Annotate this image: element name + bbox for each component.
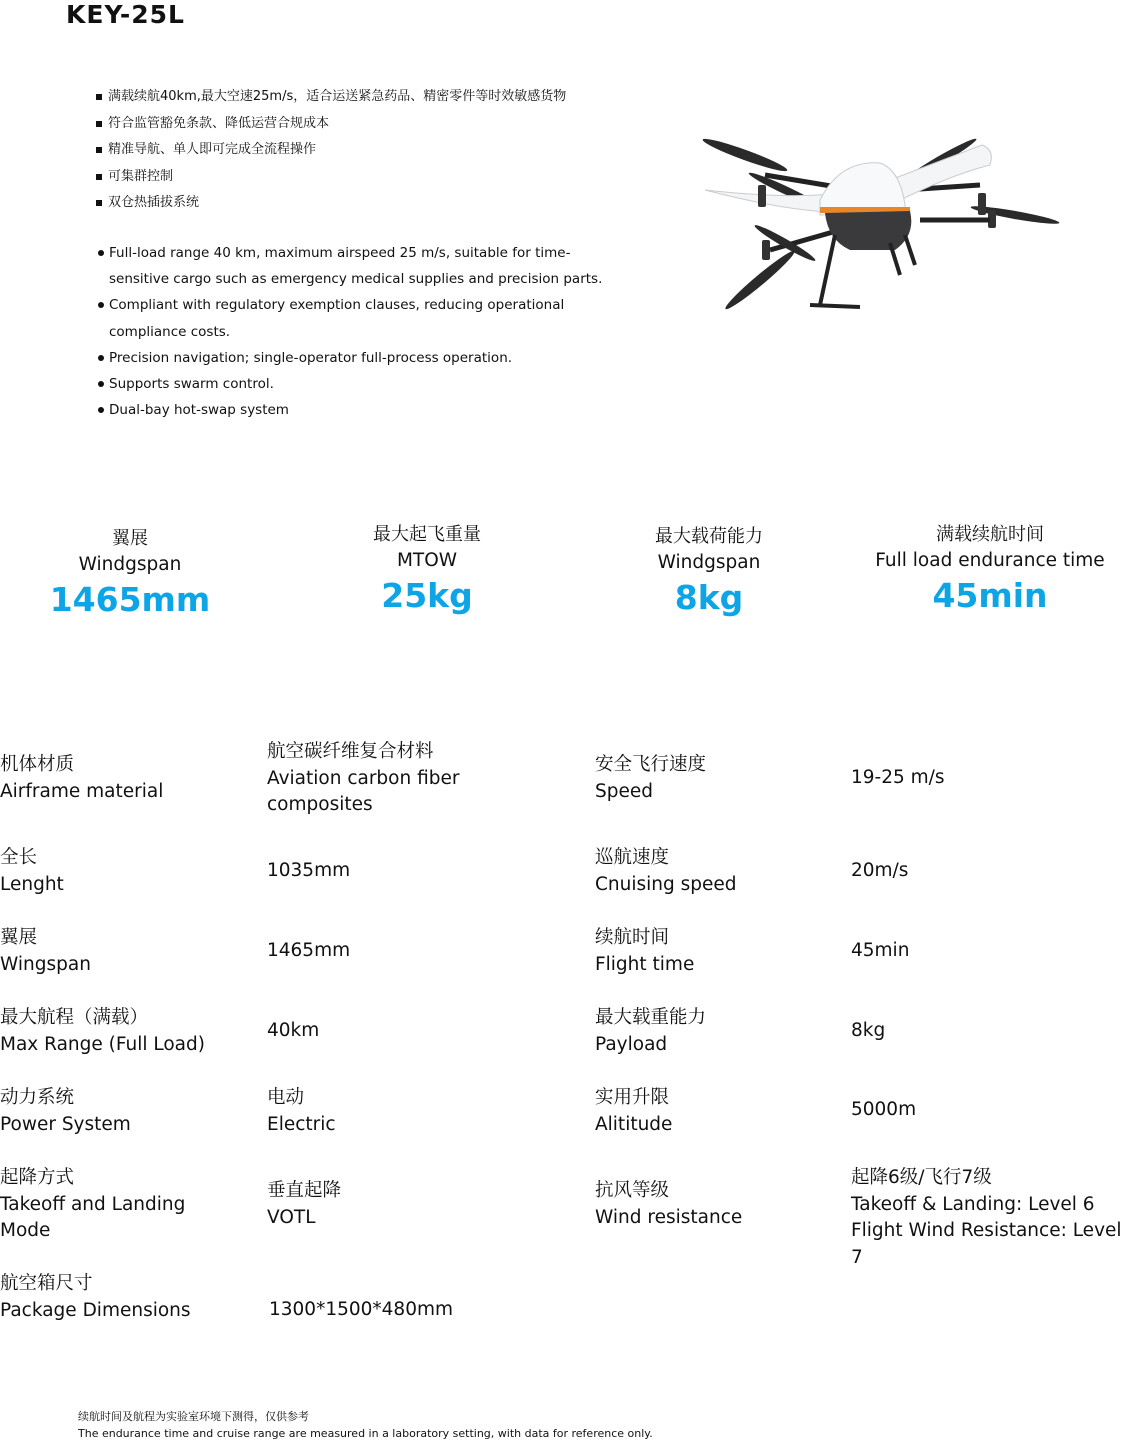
- spec-value-package: 1300*1500*480mm: [269, 1299, 454, 1320]
- spec-value-payload: 8kg: [851, 1020, 886, 1041]
- bullet-dot-icon: [98, 302, 104, 308]
- spec-label-payload: 最大载重能力 Payload: [595, 1007, 707, 1055]
- stat-label-cn: 最大载荷能力: [655, 526, 763, 547]
- stat-label-cn: 满载续航时间: [936, 524, 1044, 545]
- spec-value-max-range: 40km: [267, 1020, 320, 1041]
- list-item: Supports swarm control.: [96, 371, 616, 397]
- spec-label-wind: 抗风等级 Wind resistance: [595, 1180, 743, 1228]
- stat-payload: [609, 524, 809, 620]
- stat-value: 45min: [932, 576, 1048, 615]
- spec-value-airframe: 航空碳纤维复合材料 Aviation carbon fiber composites: [267, 741, 460, 815]
- stat-label-en: MTOW: [396, 550, 458, 571]
- spec-value-power: 电动 Electric: [267, 1087, 336, 1135]
- spec-label-cruise: 巡航速度 Cnuising speed: [595, 847, 737, 895]
- spec-label-power: 动力系统 Power System: [0, 1087, 131, 1135]
- stat-label-en: Full load endurance time: [875, 550, 1105, 571]
- spec-value-cruise: 20m/s: [851, 860, 909, 881]
- spec-label-takeoff: 起降方式 Takeoff and Landing Mode: [0, 1167, 186, 1241]
- footnote: 续航时间及航程为实验室环境下测得，仅供参考 The endurance time and cruise range are measured in a laboratory setting, with data for reference only.: [78, 1410, 653, 1440]
- spec-label-wingspan: 翼展 Wingspan: [0, 927, 91, 975]
- product-title: KEY-25L: [66, 0, 185, 29]
- spec-value-ceiling: 5000m: [851, 1099, 917, 1120]
- bullet-square-icon: [96, 94, 102, 100]
- bullet-dot-icon: [98, 407, 104, 413]
- bullet-square-icon: [96, 121, 102, 127]
- list-item: 可集群控制: [96, 164, 566, 191]
- spec-value-wind: 起降6级/飞行7级 Takeoff & Landing: Level 6 Flight Wind Resistance: Level 7: [851, 1167, 1122, 1268]
- list-item: Full-load range 40 km, maximum airspeed 25 m/s, suitable for time-sensitive cargo such as emergency medical supplies and precision parts.: [96, 240, 616, 292]
- spec-value-takeoff: 垂直起降 VOTL: [267, 1180, 342, 1228]
- bullet-square-icon: [96, 147, 102, 153]
- spec-value-speed: 19-25 m/s: [851, 767, 945, 788]
- stat-wingspan: [30, 526, 230, 622]
- list-item: Precision navigation; single-operator full-process operation.: [96, 345, 616, 371]
- list-item: Dual-bay hot-swap system: [96, 397, 616, 423]
- spec-label-flight-time: 续航时间 Flight time: [595, 927, 695, 975]
- stat-mtow: [327, 522, 527, 618]
- list-item: 双仓热插拔系统: [96, 190, 566, 217]
- bullet-dot-icon: [98, 381, 104, 387]
- spec-value-flight-time: 45min: [851, 940, 910, 961]
- spec-label-package: 航空箱尺寸 Package Dimensions: [0, 1273, 191, 1321]
- list-item: Compliant with regulatory exemption clauses, reducing operational compliance costs.: [96, 292, 616, 344]
- spec-label-max-range: 最大航程（满载） Max Range (Full Load): [0, 1007, 205, 1055]
- list-item: 精准导航、单人即可完成全流程操作: [96, 137, 566, 164]
- drone-image: [690, 135, 1060, 315]
- spec-value-length: 1035mm: [267, 860, 351, 881]
- list-item: 符合监管豁免条款、降低运营合规成本: [96, 111, 566, 138]
- stat-value: 1465mm: [49, 580, 211, 619]
- stat-value: 8kg: [674, 578, 744, 617]
- stat-label-cn: 最大起飞重量: [373, 524, 481, 545]
- spec-label-ceiling: 实用升限 Alititude: [595, 1087, 673, 1135]
- bullet-square-icon: [96, 174, 102, 180]
- bullet-dot-icon: [98, 250, 104, 256]
- feature-list-cn: [96, 84, 566, 217]
- stat-endurance: [860, 522, 1120, 618]
- feature-list-en: [96, 240, 616, 423]
- stat-value: 25kg: [381, 576, 473, 615]
- spec-value-wingspan: 1465mm: [267, 940, 351, 961]
- stat-label-cn: 翼展: [112, 528, 148, 549]
- stat-label-en: Windgspan: [657, 552, 761, 573]
- stat-label-en: Windgspan: [78, 554, 182, 575]
- spec-label-airframe: 机体材质 Airframe material: [0, 754, 164, 802]
- list-item: 满载续航40km,最大空速25m/s，适合运送紧急药品、精密零件等时效敏感货物: [96, 84, 566, 111]
- bullet-dot-icon: [98, 355, 104, 361]
- spec-label-length: 全长 Lenght: [0, 847, 64, 895]
- bullet-square-icon: [96, 200, 102, 206]
- spec-label-speed: 安全飞行速度 Speed: [595, 754, 707, 802]
